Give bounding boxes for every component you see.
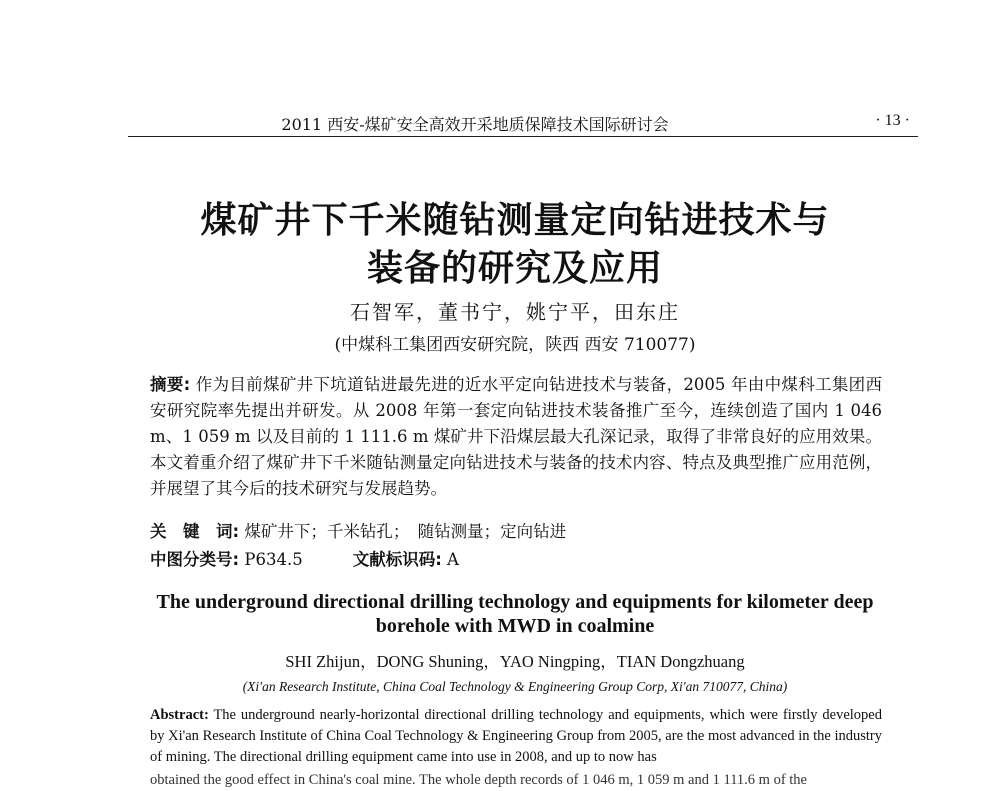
keywords-label: 关 键 词: xyxy=(150,522,240,541)
doc-code-label: 文献标识码: xyxy=(352,550,442,569)
paper-title-line-1: 煤矿井下千米随钻测量定向钻进技术与 xyxy=(200,200,830,241)
classification-line xyxy=(150,546,459,570)
clc-value: P634.5 xyxy=(239,550,303,569)
english-title: The underground directional drilling technology and equipments for kilometer deep borehole with MWD in coalmine xyxy=(156,591,874,637)
abstract-cn-label: 摘要: xyxy=(150,375,191,394)
english-authors: SHI Zhijun，DONG Shuning，YAO Ningping，TIAN Dongzhuang xyxy=(285,652,745,671)
affiliation-cn: (中煤科工集团西安研究院，陕西 西安 710077) xyxy=(334,335,696,355)
authors-cn: 石智军，董书宁，姚宁平，田东庄 xyxy=(350,300,680,324)
running-header: 2011 西安-煤矿安全高效开采地质保障技术国际研讨会 xyxy=(281,115,669,134)
abstract-cn-text: 作为目前煤矿井下坑道钻进最先进的近水平定向钻进技术与装备，2005 年由中煤科工集团西安研究院率先提出并研发。从 2008 年第一套定向钻进技术装备推广至今，连续创造了国内 1 046 m、1 059 m 以及目前的 1 111.6 m 煤矿井下沿煤层最大孔深记录，取得了非常良好的应用效果。本文着重介绍了煤矿井下千米随钻测量定向钻进技术与装备的技术内容、特点及典型推广应用范例，并展望了其今后的技术研究与发展趋势。 xyxy=(150,375,882,498)
abstract-en-label: Abstract: xyxy=(150,707,209,723)
abstract-cn xyxy=(150,372,882,502)
paper-title-line-2: 装备的研究及应用 xyxy=(366,248,663,289)
doc-code-value: A xyxy=(441,550,459,569)
keywords-cn xyxy=(150,518,566,542)
abstract-en-text: The underground nearly-horizontal directional drilling technology and equipments, which were firstly developed by Xi'an Research Institute of China Coal Technology & Engineering Group from 2005, are the most advanced in the industry of mining. The directional drilling equipment came into use in 2008, and up to now has xyxy=(150,707,882,765)
abstract-en-cut-line: obtained the good effect in China's coal mine. The whole depth records of 1 046 m, 1 059 m and 1 111.6 m of the xyxy=(150,772,807,788)
clc-label: 中图分类号: xyxy=(150,550,240,569)
abstract-en xyxy=(150,705,882,768)
page-number: · 13 · xyxy=(875,112,910,129)
english-affiliation: (Xi'an Research Institute, China Coal Technology & Engineering Group Corp, Xi'an 710077, China) xyxy=(242,679,788,694)
keywords-text: 煤矿井下；千米钻孔； 随钻测量；定向钻进 xyxy=(239,522,567,541)
